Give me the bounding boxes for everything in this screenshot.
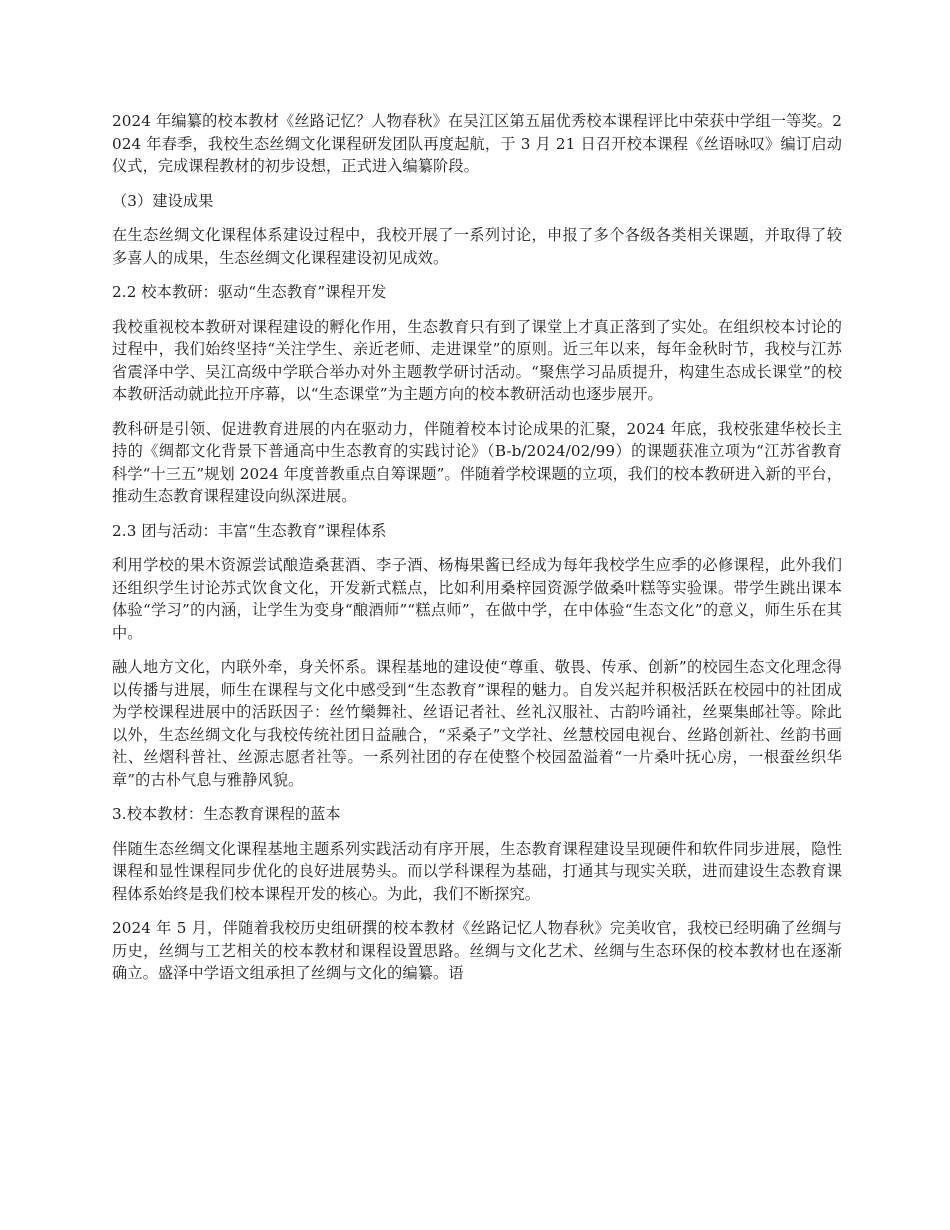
paragraph: 融人地方文化，内联外牵，身关怀系。课程基地的建设使“尊重、敬畏、传承、创新”的校园生态文化理念得以传播与进展，师生在课程与文化中感受到“生态教育”课程的魅力。自发兴起并积极活跃在校园中的社团成为学校课程进展中的活跃因子：丝竹欒舞社、丝语记者社、丝礼汉服社、古韵吟诵社，丝粟集邮社等。除此以外，生态丝绸文化与我校传统社团日益融合，“采桑子”文学社、丝慧校园电视台、丝路创新社、丝韵书画社、丝熠科普社、丝源志愿者社等。一系列社团的存在使整个校园盈溢着“一片桑叶抚心房，一根蚕丝织华章”的古朴气息与雅静风貌。	[112, 658, 842, 789]
document-page	[112, 110, 842, 997]
section-heading: （3）建设成果	[112, 191, 214, 210]
paragraph: 2024 年编纂的校本教材《丝路记忆？人物春秋》在吴江区第五届优秀校本课程评比中荣获中学组一等奖。2024 年春季，我校生态丝绸文化课程研发团队再度起航，于 3 月 21 日召开校本课程《丝语咏叹》编订启动仪式，完成课程教材的初步设想，正式进入编纂阶段。	[112, 112, 842, 175]
paragraph: 伴随生态丝绸文化课程基地主题系列实践活动有序开展，生态教育课程建设呈现硬件和软件同步进展，隐性课程和显性课程同步优化的良好进展势头。而以学科课程为基础，打通其与现实关联，进而建设生态教育课程体系始终是我们校本课程开发的核心。为此，我们不断探究。	[112, 839, 842, 903]
paragraph: 利用学校的果木资源尝试酿造桑葚酒、李子酒、杨梅果酱已经成为每年我校学生应季的必修课程，此外我们还组织学生讨论苏式饮食文化，开发新式糕点，比如利用桑梓园资源学做桑叶糕等实验课。带学生跳出课本体验“学习”的内涵，让学生为变身“酿酒师”“糕点师”，在做中学，在中体验“生态文化”的意义，师生乐在其中。	[112, 556, 842, 642]
paragraph: 2024 年 5 月，伴随着我校历史组研撰的校本教材《丝路记忆人物春秋》完美收官，我校已经明确了丝绸与历史，丝绸与工艺相关的校本教材和课程设置思路。丝绸与文化艺术、丝绸与生态环保的校本教材也在逐渐确立。盛泽中学语文组承担了丝绸与文化的编纂。语	[112, 919, 842, 982]
paragraph: 我校重视校本教研对课程建设的孵化作用，生态教育只有到了课堂上才真正落到了实处。在组织校本讨论的过程中，我们始终坚持“关注学生、亲近老师、走进课堂”的原则。近三年以来，每年金秋时节，我校与江苏省震泽中学、吴江高级中学联合举办对外主题教学研讨活动。“聚焦学习品质提升，构建生态成长课堂”的校本教研活动就此拉开序幕，以“生态课堂”为主题方向的校本教研活动也逐步展开。	[112, 317, 842, 403]
paragraph: 教科研是引领、促进教育进展的内在驱动力，伴随着校本讨论成果的汇聚，2024 年底，我校张建华校长主持的《绸都文化背景下普通高中生态教育的实践讨论》（B-b/2024/02/99）的课题获准立项为“江苏省教育科学“十三五”规划 2024 年度普教重点自筹课题”。伴随着学校课题的立项，我们的校本教研进入新的平台，推动生态教育课程建设向纵深进展。	[112, 419, 842, 505]
paragraph: 在生态丝绸文化课程体系建设过程中，我校开展了一系列讨论，申报了多个各级各类相关课题，并取得了较多喜人的成果，生态丝绸文化课程建设初见成效。	[112, 226, 842, 267]
section-heading: 2.2 校本教研：驱动“生态教育”课程开发	[112, 283, 387, 301]
section-heading: 2.3 团与活动：丰富“生态教育”课程体系	[112, 521, 387, 540]
section-heading: 3.校本教材：生态教育课程的蓝本	[112, 805, 341, 823]
